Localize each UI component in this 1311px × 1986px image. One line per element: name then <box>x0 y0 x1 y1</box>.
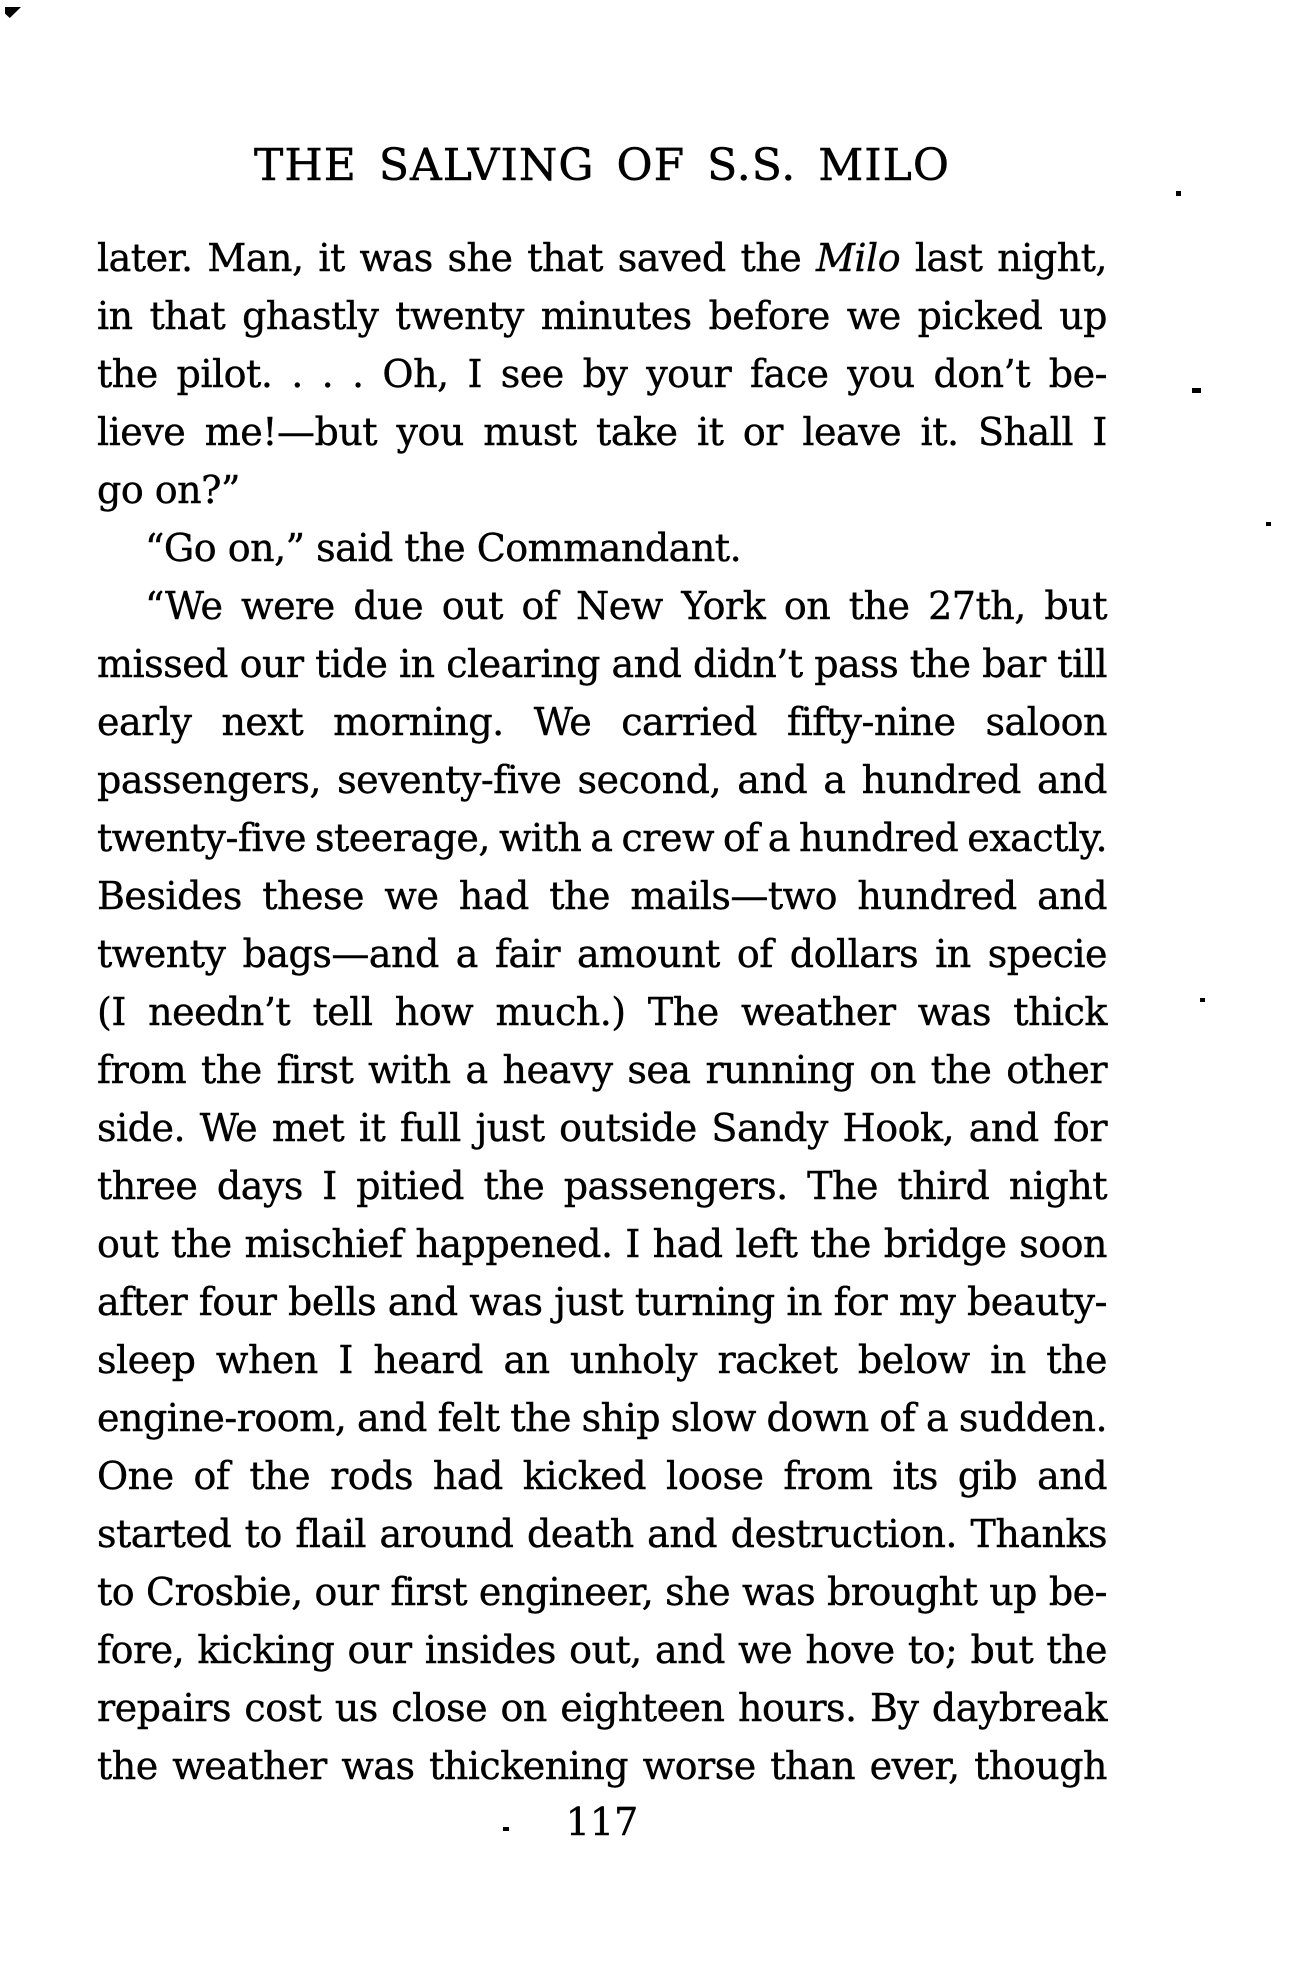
text-line-content: fore, kicking our insides out, and we hove to; but the <box>97 1628 1108 1672</box>
text-line <box>97 236 1107 294</box>
text-line <box>97 1454 1107 1512</box>
text-line-content: three days I pitied the passengers. The third night <box>97 1164 1108 1208</box>
text-line <box>97 642 1107 700</box>
text-line-content: side. We met it full just outside Sandy Hook, and for <box>97 1106 1107 1150</box>
text-line <box>97 1744 1107 1802</box>
text-line <box>97 584 1107 642</box>
text-line <box>97 526 1107 584</box>
text-line <box>97 1686 1107 1744</box>
text-line-content: the weather was thickening worse than ever, though <box>97 1744 1108 1788</box>
text-line-content: passengers, seventy-five second, and a hundred and <box>97 758 1108 802</box>
text-line-content: twenty-five steerage, with a crew of a hundred exactly. <box>97 816 1108 860</box>
scan-artifact <box>1200 998 1205 1002</box>
text-line <box>97 1628 1107 1686</box>
text-line <box>97 294 1107 352</box>
text-line-content: “Go on,” said the Commandant. <box>145 526 742 570</box>
italic-word: Milo <box>815 236 901 280</box>
text-line <box>97 874 1107 932</box>
text-line-content: after four bells and was just turning in for my beauty- <box>97 1280 1107 1324</box>
scan-artifact <box>503 1827 509 1831</box>
text-line-content: the pilot. . . . Oh, I see by your face you don’t be- <box>97 352 1107 396</box>
running-head-title: THE SALVING OF S.S. MILO <box>254 140 950 191</box>
text-line <box>97 816 1107 874</box>
text-line <box>97 1106 1107 1164</box>
text-line <box>97 468 1107 526</box>
text-line-content: repairs cost us close on eighteen hours. By daybreak <box>97 1686 1107 1730</box>
text-line <box>97 758 1107 816</box>
text-line-content: started to flail around death and destruction. Thanks <box>97 1512 1107 1556</box>
text-line-content: out the mischief happened. I had left the bridge soon <box>97 1222 1108 1266</box>
text-line <box>97 1280 1107 1338</box>
text-line <box>97 1512 1107 1570</box>
text-line-content: missed our tide in clearing and didn’t pass the bar till <box>97 642 1108 686</box>
text-line-content: go on?” <box>97 468 240 512</box>
text-line <box>97 1570 1107 1628</box>
text-line-content: sleep when I heard an unholy racket below in the <box>97 1338 1108 1382</box>
text-line <box>97 1396 1107 1454</box>
text-line <box>97 932 1107 990</box>
text-line <box>97 990 1107 1048</box>
scan-artifact <box>1192 388 1201 393</box>
text-line <box>97 1048 1107 1106</box>
text-line <box>97 352 1107 410</box>
scan-artifact <box>5 7 21 18</box>
text-line-content: in that ghastly twenty minutes before we picked up <box>97 294 1107 338</box>
text-line-content: later. Man, it was she that saved the Milo last night, <box>97 236 1108 280</box>
text-line <box>97 700 1107 758</box>
page-number: 117 <box>565 1800 639 1844</box>
scan-artifact <box>1266 522 1271 526</box>
text-line-content: One of the rods had kicked loose from its gib and <box>97 1454 1108 1498</box>
text-line <box>97 1222 1107 1280</box>
text-line-content: twenty bags—and a fair amount of dollars in specie <box>97 932 1108 976</box>
body-text <box>97 236 1107 1802</box>
scan-artifact <box>1176 191 1181 196</box>
text-line-content: to Crosbie, our first engineer, she was brought up be- <box>97 1570 1108 1614</box>
text-line <box>97 1164 1107 1222</box>
text-line-content: early next morning. We carried fifty-nine saloon <box>97 700 1108 744</box>
text-line-content: engine-room, and felt the ship slow down of a sudden. <box>97 1396 1108 1440</box>
text-line-content: Besides these we had the mails—two hundred and <box>97 874 1108 918</box>
text-line-content: “We were due out of New York on the 27th, but <box>145 584 1107 628</box>
text-line-content: from the first with a heavy sea running on the other <box>97 1048 1107 1092</box>
text-line <box>97 1338 1107 1396</box>
text-line <box>97 410 1107 468</box>
text-line-content: lieve me!—but you must take it or leave it. Shall I <box>97 410 1107 454</box>
text-line-content: (I needn’t tell how much.) The weather was thick <box>97 990 1107 1034</box>
